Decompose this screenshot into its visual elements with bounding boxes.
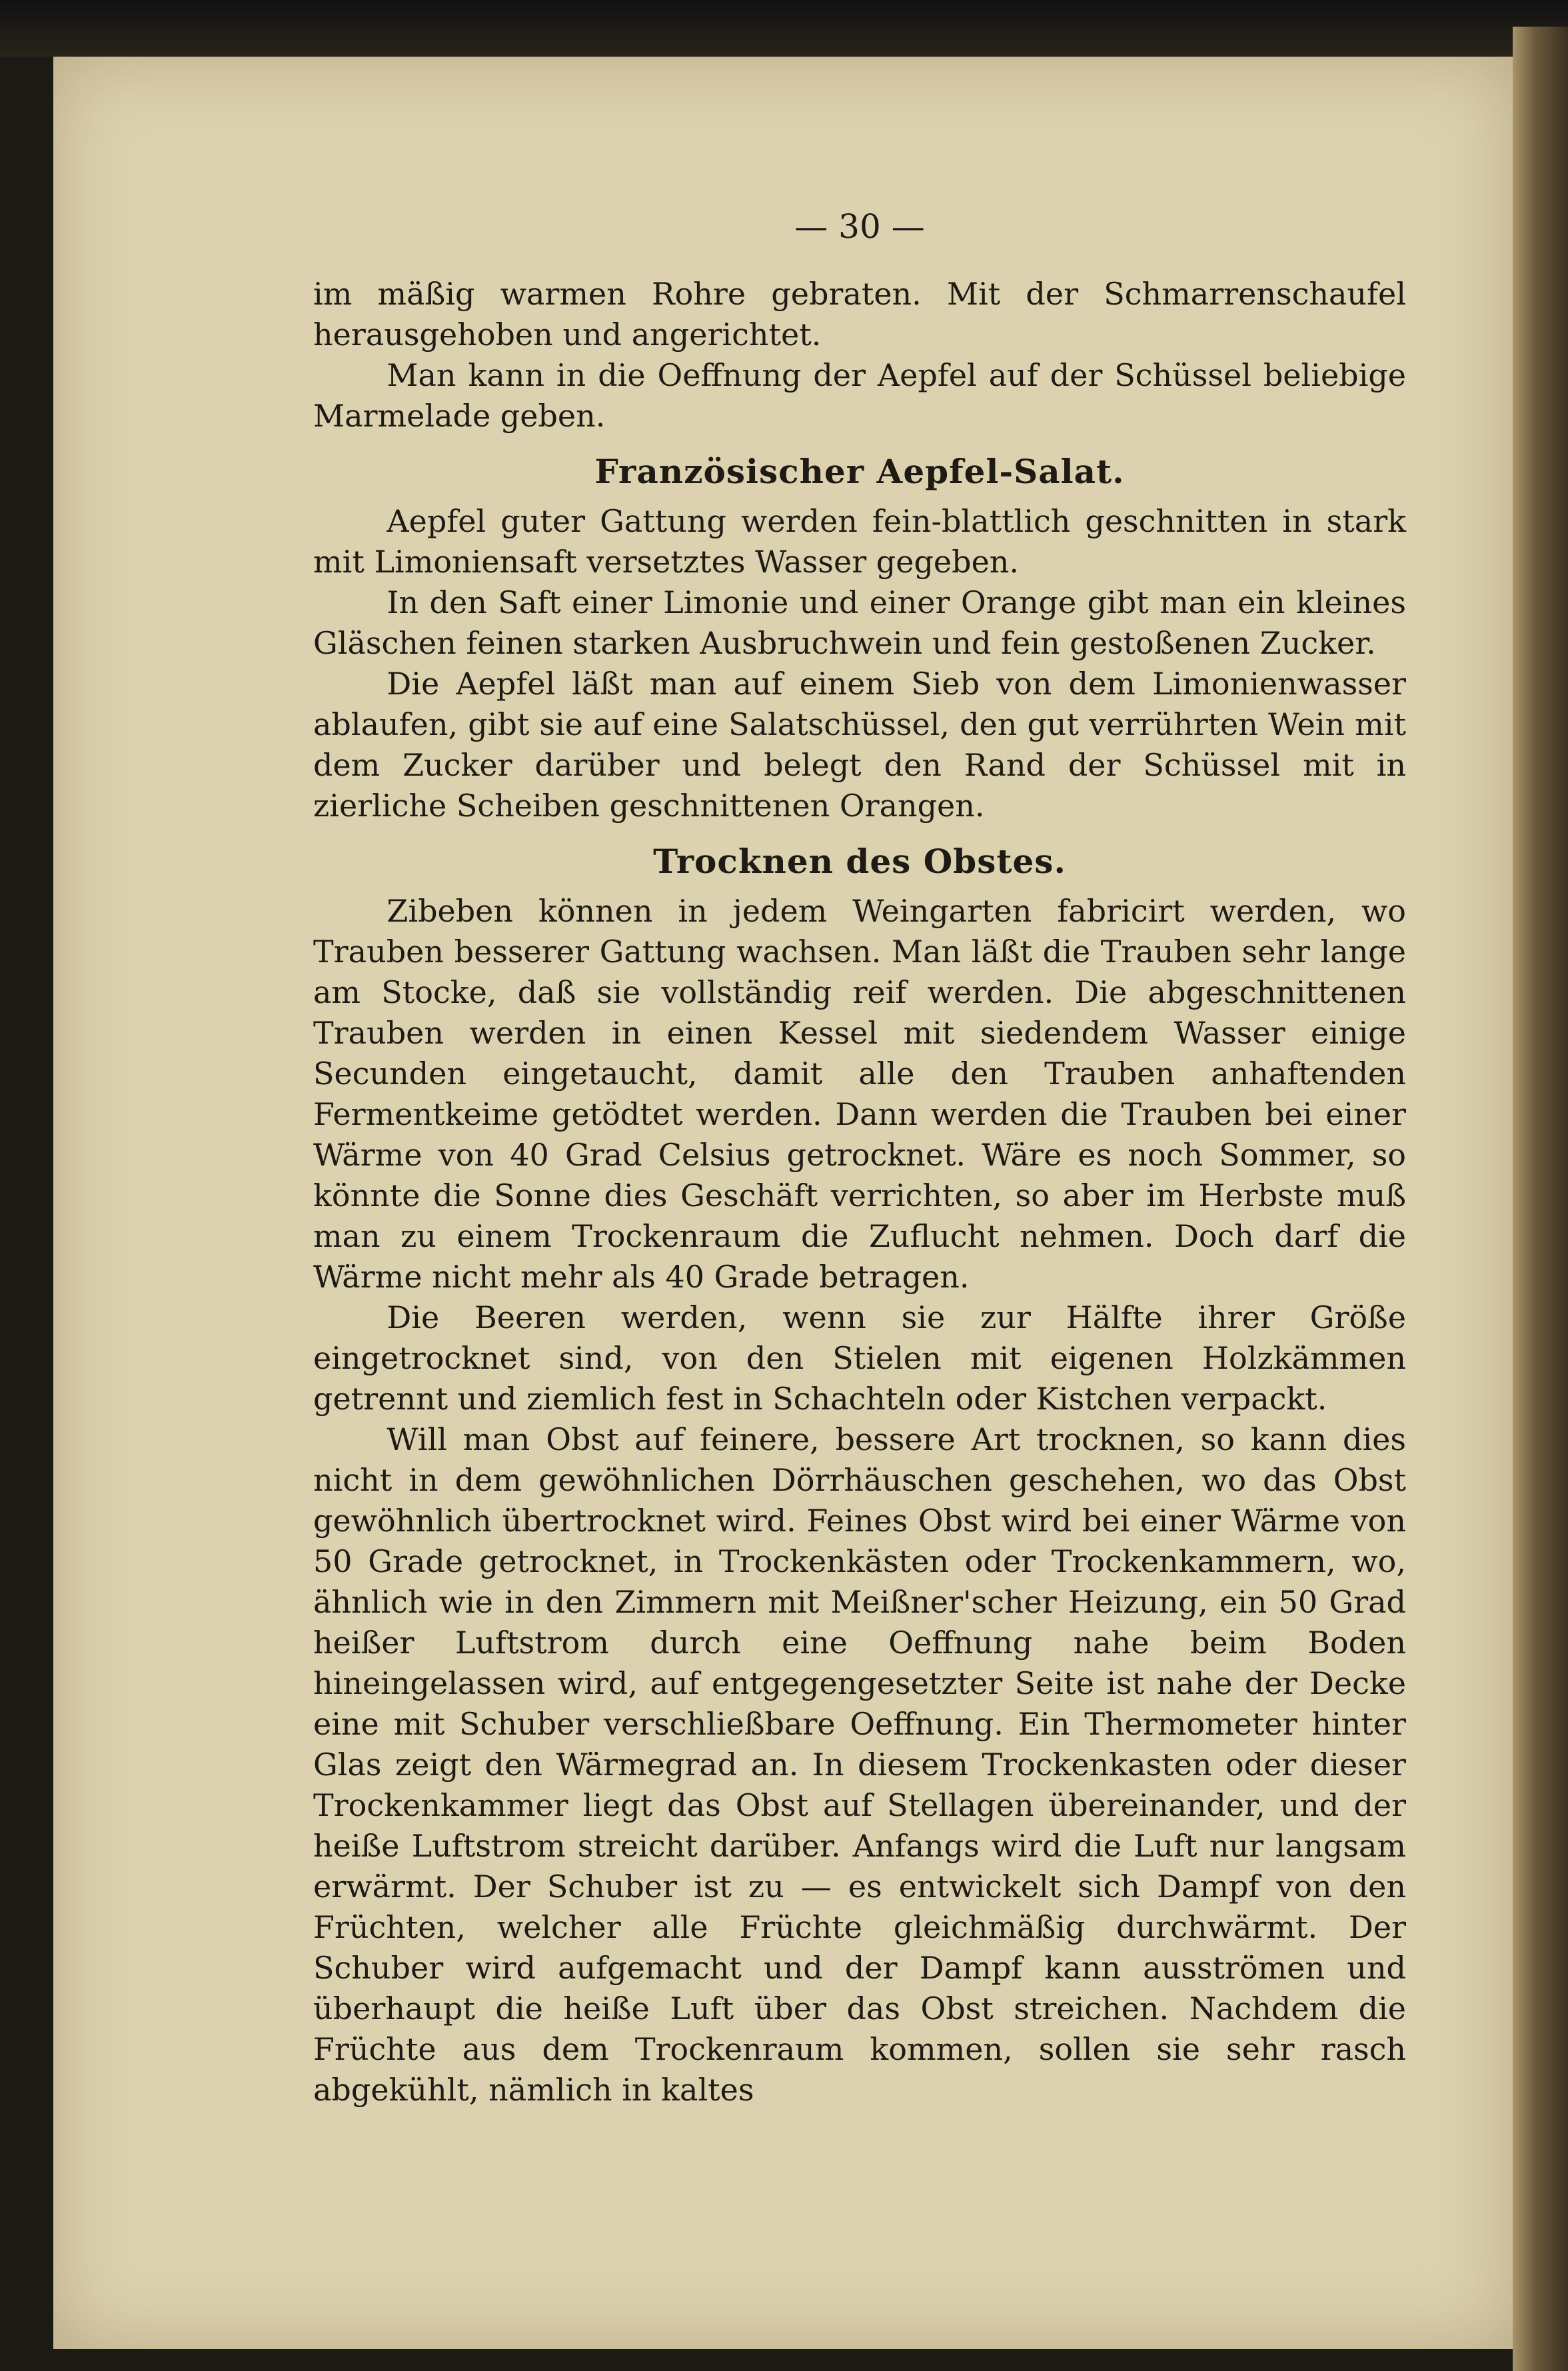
paragraph: Man kann in die Oeffnung der Aepfel auf der Schüssel beliebige Marmelade geben. bbox=[313, 357, 1406, 434]
scan-top-edge bbox=[0, 0, 1568, 57]
paragraph: Aepfel guter Gattung werden fein-blattlich geschnitten in stark mit Limoniensaft versetztes Wasser gegeben. bbox=[313, 503, 1406, 580]
page-text bbox=[313, 207, 1406, 2110]
section-heading-drying-fruit: Trocknen des Obstes. bbox=[653, 842, 1066, 881]
paragraph: In den Saft einer Limonie und einer Orange gibt man ein kleines Gläschen feinen starken Ausbruchwein und fein gestoßenen Zucker. bbox=[313, 584, 1406, 661]
paragraph: Zibeben können in jedem Weingarten fabricirt werden, wo Trauben besserer Gattung wachsen. Man läßt die Trauben sehr lange am Stocke, daß sie vollständig reif werden. Die abgeschnittenen Trauben werden in einen Kessel mit siedendem Wasser einige Secunden eingetaucht, damit alle den Trauben anhaftenden Fermentkeime getödtet werden. Dann werden die Trauben bei einer Wärme von 40 Grad Celsius getrocknet. Wäre es noch Sommer, so könnte die Sonne dies Geschäft verrichten, so aber im Herbste muß man zu einem Trockenraum die Zuflucht nehmen. Doch darf die Wärme nicht mehr als 40 Grade betragen. bbox=[313, 893, 1406, 1295]
page-number: — 30 — bbox=[794, 207, 925, 246]
paragraph: Will man Obst auf feinere, bessere Art trocknen, so kann dies nicht in dem gewöhnlichen Dörrhäuschen geschehen, wo das Obst gewöhnlich übertrocknet wird. Feines Obst wird bei einer Wärme von 50 Grade getrocknet, in Trockenkästen oder Trockenkammern, wo, ähnlich wie in den Zimmern mit Meißner'scher Heizung, ein 50 Grad heißer Luftstrom durch eine Oeffnung nahe beim Boden hineingelassen wird, auf entgegengesetzter Seite ist nahe der Decke eine mit Schuber verschließbare Oeffnung. Ein Thermometer hinter Glas zeigt den Wärmegrad an. In diesem Trockenkasten oder dieser Trockenkammer liegt das Obst auf Stellagen übereinander, und der heiße Luftstrom streicht darüber. Anfangs wird die Luft nur langsam erwärmt. Der Schuber ist zu — es entwickelt sich Dampf von den Früchten, welcher alle Früchte gleichmäßig durchwärmt. Der Schuber wird aufgemacht und der Dampf kann ausströmen und überhaupt die heiße Luft über das Obst streichen. Nachdem die Früchte aus dem Trockenraum kommen, sollen sie sehr rasch abgekühlt, nämlich in kaltes bbox=[313, 1421, 1406, 2108]
paragraph: im mäßig warmen Rohre gebraten. Mit der Schmarrenschaufel herausgehoben und angerichtet. bbox=[313, 276, 1406, 353]
paragraph: Die Aepfel läßt man auf einem Sieb von dem Limonienwasser ablaufen, gibt sie auf eine Salatschüssel, den gut verrührten Wein mit dem Zucker darüber und belegt den Rand der Schüssel mit in zierliche Scheiben geschnittenen Orangen. bbox=[313, 666, 1406, 824]
book-spine-edge bbox=[1513, 27, 1568, 2371]
paragraph: Die Beeren werden, wenn sie zur Hälfte ihrer Größe eingetrocknet sind, von den Stielen mit eigenen Holzkämmen getrennt und ziemlich fest in Schachteln oder Kistchen verpackt. bbox=[313, 1299, 1406, 1417]
section-heading-apple-salad: Französischer Aepfel-Salat. bbox=[594, 452, 1125, 491]
